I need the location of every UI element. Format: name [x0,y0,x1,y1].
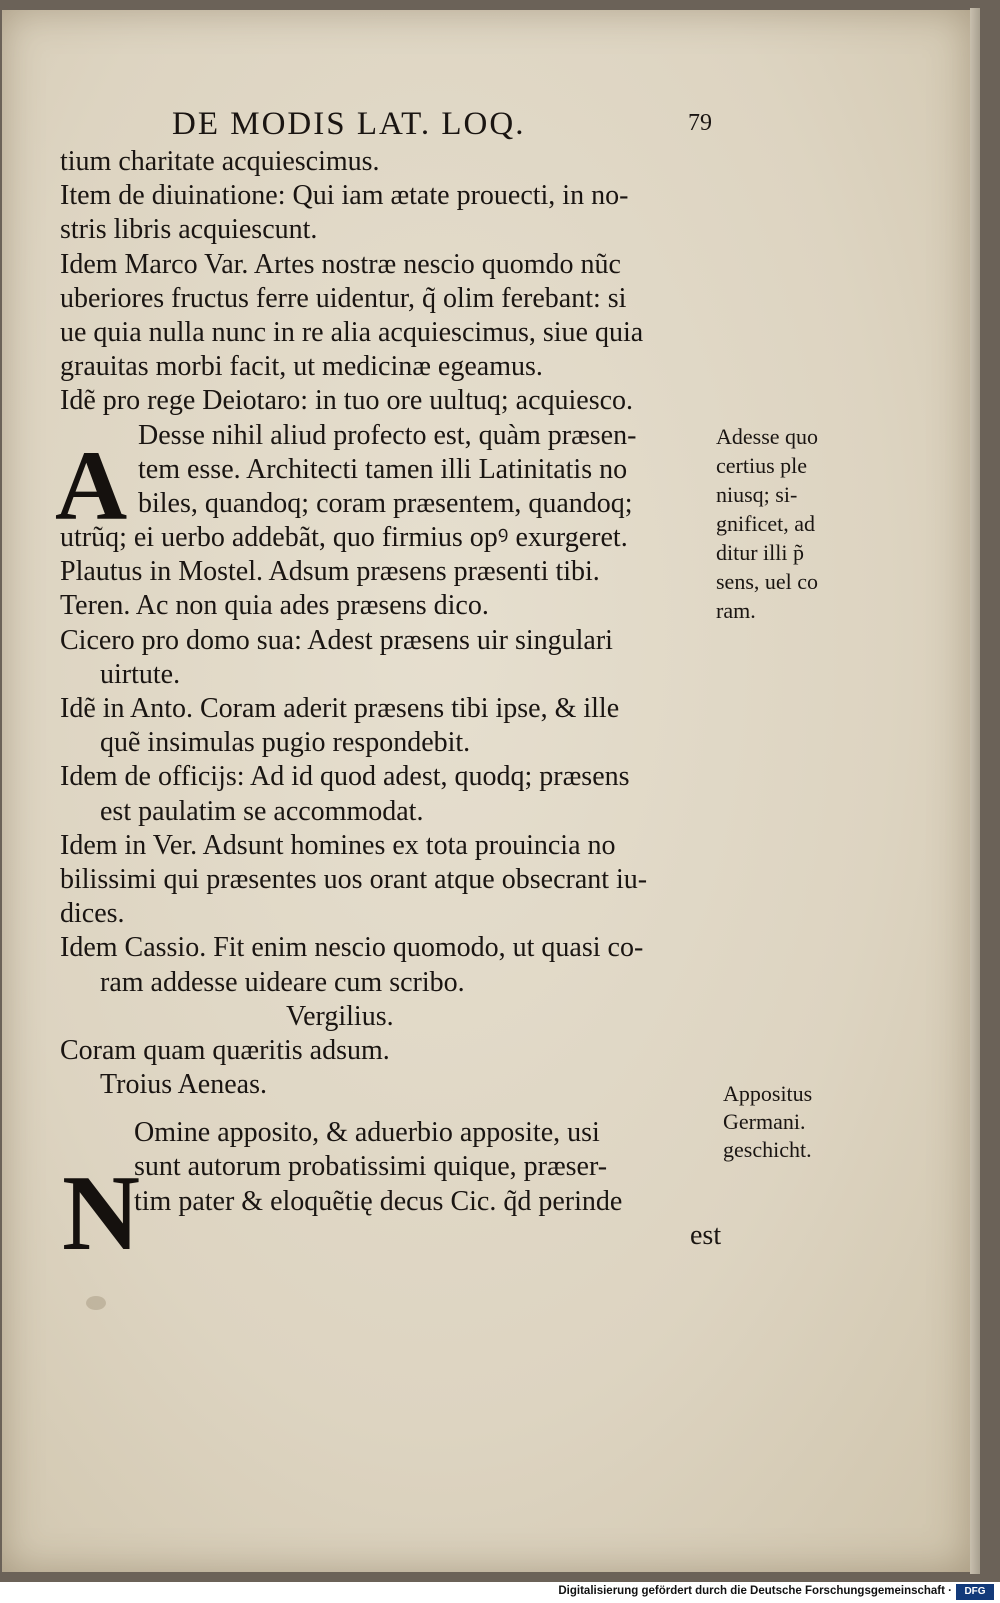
text-line: stris libris acquiescunt. [60,214,318,246]
text-line: ram addesse uideare cum scribo. [100,966,465,998]
text-line: Item de diuinatione: Qui iam ætate prouecti, in no- [60,180,629,212]
text-line: tium charitate acquiescimus. [60,146,380,177]
main-text-block [60,145,720,1253]
footer-bar [0,1582,1000,1603]
text-line: biles, quandoq; coram præsentem, quandoq; [138,487,633,519]
marginal-note [723,1080,863,1164]
page-number: 79 [688,110,712,136]
text-line: Vergilius. [286,1000,394,1032]
text-line: est paulatim se accommodat. [100,795,424,827]
marginal-line: Adesse quo [716,424,819,449]
catchword: est [690,1219,722,1251]
text-line: uirtute. [100,658,181,690]
ink-smudge [86,1296,106,1310]
marginal-line: Appositus [723,1081,813,1106]
marginal-line: Germani. [723,1109,806,1134]
text-line: Idem de officijs: Ad id quod adest, quodq; præsens [60,761,630,793]
text-line: bilissimi qui præsentes uos orant atque obsecrant iu- [60,863,648,895]
marginal-line: ram. [716,598,756,623]
text-line: Idẽ in Anto. Coram aderit præsens tibi ipse, & ille [60,693,620,724]
text-line: uberiores fructus ferre uidentur, q̃ olim ferebant: si [60,282,627,314]
text-line: Troius Aeneas. [100,1069,267,1101]
text-line: Plautus in Mostel. Adsum præsens præsenti tibi. [60,556,600,588]
drop-cap-a: A [55,430,128,541]
text-line: grauitas morbi facit, ut medicinæ egeamus. [60,351,543,383]
text-line: utrũq; ei uerbo addebãt, quo firmius opꝰ exurgeret. [60,522,628,554]
text-line: Omine apposito, & aduerbio apposite, usi [134,1117,600,1149]
text-line: dices. [60,898,125,930]
marginal-line: ditur illi p̃ [716,540,804,565]
text-line: Idem Marco Var. Artes nostræ nescio quomdo nũc [60,248,621,280]
text-line: tim pater & eloquẽtię decus Cic. q̃d perinde [134,1185,623,1217]
text-line: sunt autorum probatissimi quique, præser- [134,1151,608,1183]
marginal-line: certius ple [716,453,808,478]
text-line: tem esse. Architecti tamen illi Latinitatis no [138,453,628,485]
marginal-line: gnificet, ad [716,511,815,536]
marginal-line: sens, uel co [716,569,819,594]
text-line: ue quia nulla nunc in re alia acquiescimus, siue quia [60,316,644,348]
marginal-line: niusq; si- [716,482,798,507]
marginal-note [716,422,854,625]
marginal-line: geschicht. [723,1137,812,1162]
text-line: Teren. Ac non quia ades præsens dico. [60,590,489,622]
text-line: Idem in Ver. Adsunt homines ex tota prouincia no [60,829,616,861]
text-line: Coram quam quæritis adsum. [60,1034,390,1066]
running-title: DE MODIS LAT. LOQ. [172,106,526,142]
text-line: quẽ insimulas pugio respondebit. [100,727,471,759]
funding-credit: Digitalisierung gefördert durch die Deutsche Forschungsgemeinschaft · [558,1585,952,1597]
drop-cap-n: N [62,1154,140,1273]
text-line: Idem Cassio. Fit enim nescio quomodo, ut quasi co- [60,932,644,964]
dfg-logo-icon: DFG [956,1584,994,1600]
text-line: Idẽ pro rege Deiotaro: in tuo ore uultuq; acquiesco. [60,385,634,417]
page-edge [970,8,980,1574]
text-line: Cicero pro domo sua: Adest præsens uir singulari [60,624,613,656]
text-line: Desse nihil aliud profecto est, quàm præsen- [138,419,637,451]
